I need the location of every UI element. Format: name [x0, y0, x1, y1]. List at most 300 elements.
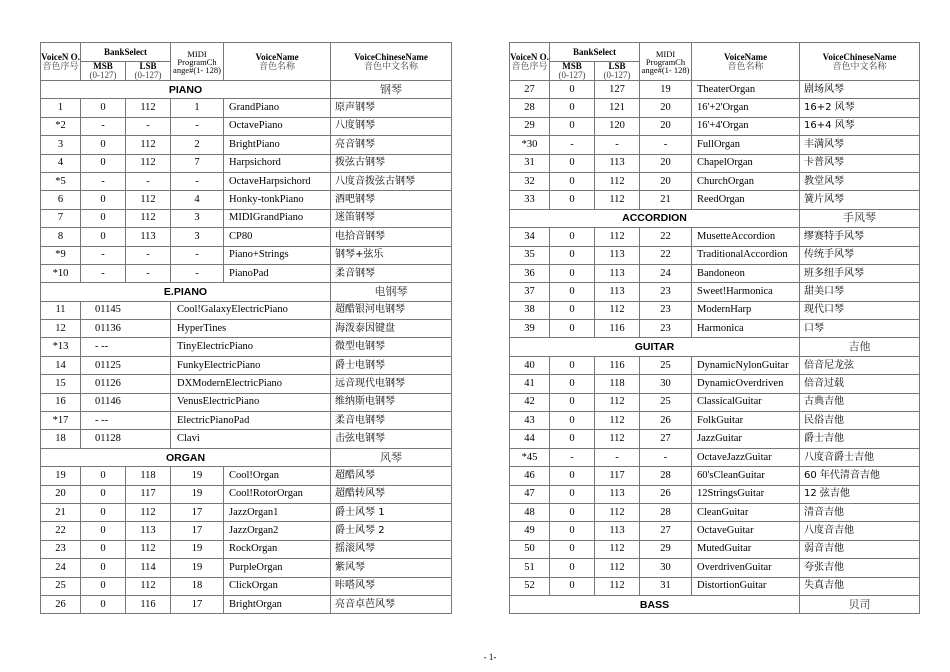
voice-number: 37 — [510, 283, 550, 301]
program-change: 3 — [171, 209, 224, 227]
section-title-chinese: 钢琴 — [331, 81, 452, 99]
voice-name: FunkyElectricPiano — [171, 356, 331, 374]
voice-number: 41 — [510, 375, 550, 393]
lsb-value: 120 — [595, 117, 640, 135]
program-change: 26 — [640, 412, 692, 430]
voice-name: FolkGuitar — [692, 412, 800, 430]
lsb-value: 112 — [595, 540, 640, 558]
voice-row — [41, 485, 452, 503]
voice-number: 27 — [510, 81, 550, 99]
voice-number: 31 — [510, 154, 550, 172]
program-change: 21 — [640, 191, 692, 209]
voice-chinese-name: 爵士电钢琴 — [331, 356, 452, 374]
msb-value: - — [81, 117, 126, 135]
voice-row — [510, 172, 920, 190]
voice-name: 16'+2'Organ — [692, 99, 800, 117]
voice-row — [510, 559, 920, 577]
lsb-value: 112 — [595, 412, 640, 430]
voice-number: 32 — [510, 172, 550, 190]
program-change: 22 — [640, 246, 692, 264]
voice-row — [510, 375, 920, 393]
voice-chinese-name: 民俗吉他 — [800, 412, 920, 430]
voice-number: 22 — [41, 522, 81, 540]
lsb-header: LSB (0-127) — [126, 62, 171, 81]
program-change: 27 — [640, 430, 692, 448]
msb-value: 0 — [81, 485, 126, 503]
voice-chinese-name: 维纳斯电钢琴 — [331, 393, 452, 411]
section-title-chinese: 吉他 — [800, 338, 920, 356]
msb-value: 0 — [81, 209, 126, 227]
voice-name: Honky-tonkPiano — [224, 191, 331, 209]
voice-row — [510, 99, 920, 117]
voice-name: BrightOrgan — [224, 595, 331, 613]
voice-row — [41, 320, 452, 338]
msb-value: 0 — [550, 485, 595, 503]
program-change: 23 — [640, 320, 692, 338]
voice-number: 35 — [510, 246, 550, 264]
msb-value: 0 — [550, 540, 595, 558]
section-title-chinese: 贝司 — [800, 595, 920, 613]
msb-value: - — [81, 172, 126, 190]
voice-number: 14 — [41, 356, 81, 374]
section-header-row — [41, 448, 452, 466]
msb-value: 0 — [81, 191, 126, 209]
voice-number: 52 — [510, 577, 550, 595]
lsb-value: 117 — [126, 485, 171, 503]
voice-name: OctavePiano — [224, 117, 331, 135]
voice-row — [41, 522, 452, 540]
program-change: 25 — [640, 356, 692, 374]
program-change: 17 — [171, 595, 224, 613]
voice-name: 16'+4'Organ — [692, 117, 800, 135]
program-change: 20 — [640, 117, 692, 135]
lsb-value: 116 — [595, 320, 640, 338]
lsb-value: 112 — [595, 393, 640, 411]
msb-value: 0 — [550, 320, 595, 338]
table-header-row — [41, 43, 452, 62]
lsb-value: 116 — [595, 356, 640, 374]
section-title-chinese: 风琴 — [331, 448, 452, 466]
voice-name: PurpleOrgan — [224, 559, 331, 577]
program-change: 30 — [640, 375, 692, 393]
voice-chinese-name: 八度音爵士吉他 — [800, 448, 920, 466]
bank-select-header: BankSelect — [550, 43, 640, 62]
voice-chinese-name: 古典吉他 — [800, 393, 920, 411]
voice-table-right-body — [510, 81, 920, 614]
voice-name: OctaveGuitar — [692, 522, 800, 540]
voice-chinese-name: 教堂风琴 — [800, 172, 920, 190]
voice-chinese-name: 八度音拨弦古钢琴 — [331, 172, 452, 190]
voice-number: 6 — [41, 191, 81, 209]
voice-chinese-name: 夸张吉他 — [800, 559, 920, 577]
voice-name: ReedOrgan — [692, 191, 800, 209]
section-title: GUITAR — [510, 338, 800, 356]
section-header-row — [41, 283, 452, 301]
voice-row — [41, 577, 452, 595]
voice-name: TheaterOrgan — [692, 81, 800, 99]
voice-chinese-name-header: VoiceChineseName 音色中文名称 — [331, 43, 452, 81]
msb-value: 0 — [550, 99, 595, 117]
voice-number: *10 — [41, 264, 81, 282]
voice-table-left-body — [41, 81, 452, 614]
voice-no-header: VoiceN O. 音色序号 — [510, 43, 550, 81]
voice-number: 4 — [41, 154, 81, 172]
voice-chinese-name: 酒吧钢琴 — [331, 191, 452, 209]
program-change: 28 — [640, 503, 692, 521]
voice-row — [41, 191, 452, 209]
voice-number: 38 — [510, 301, 550, 319]
voice-row — [510, 485, 920, 503]
msb-value: 0 — [550, 503, 595, 521]
msb-value: 0 — [81, 154, 126, 172]
voice-chinese-name: 失真吉他 — [800, 577, 920, 595]
bank-program-value: - -- — [81, 338, 171, 356]
voice-chinese-name: 微型电钢琴 — [331, 338, 452, 356]
lsb-value: 112 — [126, 577, 171, 595]
voice-row — [41, 503, 452, 521]
voice-number: 7 — [41, 209, 81, 227]
table-header-row — [510, 43, 920, 62]
program-change: 3 — [171, 228, 224, 246]
voice-name: DynamicNylonGuitar — [692, 356, 800, 374]
msb-header: MSB (0-127) — [550, 62, 595, 81]
program-change: 17 — [171, 522, 224, 540]
program-change: 23 — [640, 283, 692, 301]
voice-name: DistortionGuitar — [692, 577, 800, 595]
msb-value: 0 — [81, 99, 126, 117]
voice-chinese-name: 紫风琴 — [331, 559, 452, 577]
voice-name: Cool!Organ — [224, 467, 331, 485]
voice-chinese-name: 柔音钢琴 — [331, 264, 452, 282]
voice-number: *9 — [41, 246, 81, 264]
voice-number: 49 — [510, 522, 550, 540]
lsb-value: 112 — [595, 301, 640, 319]
voice-name: GrandPiano — [224, 99, 331, 117]
voice-chinese-name: 原声钢琴 — [331, 99, 452, 117]
bank-program-value: - -- — [81, 412, 171, 430]
voice-chinese-name: 甜美口琴 — [800, 283, 920, 301]
voice-row — [510, 503, 920, 521]
voice-name: CP80 — [224, 228, 331, 246]
voice-name: OctaveJazzGuitar — [692, 448, 800, 466]
msb-value: - — [81, 246, 126, 264]
voice-name: MutedGuitar — [692, 540, 800, 558]
voice-name: 60'sCleanGuitar — [692, 467, 800, 485]
program-change: - — [171, 246, 224, 264]
voice-chinese-name: 超酷银河电钢琴 — [331, 301, 452, 319]
msb-value: 0 — [550, 154, 595, 172]
voice-number: 26 — [41, 595, 81, 613]
voice-row — [41, 301, 452, 319]
voice-number: 36 — [510, 264, 550, 282]
voice-chinese-name: 电拾音钢琴 — [331, 228, 452, 246]
lsb-header: LSB (0-127) — [595, 62, 640, 81]
voice-chinese-name: 弱音吉他 — [800, 540, 920, 558]
voice-name: RockOrgan — [224, 540, 331, 558]
msb-value: 0 — [550, 264, 595, 282]
page-number: - 1- — [483, 652, 497, 662]
voice-row — [41, 246, 452, 264]
voice-chinese-name: 钢琴+弦乐 — [331, 246, 452, 264]
voice-chinese-name: 12 弦吉他 — [800, 485, 920, 503]
voice-row — [510, 412, 920, 430]
voice-number: *45 — [510, 448, 550, 466]
program-change: 20 — [640, 154, 692, 172]
voice-table-right — [509, 42, 920, 614]
voice-number: 43 — [510, 412, 550, 430]
msb-value: 0 — [550, 246, 595, 264]
msb-value: 0 — [81, 577, 126, 595]
voice-number: 40 — [510, 356, 550, 374]
lsb-value: 112 — [595, 191, 640, 209]
bank-select-header: BankSelect — [81, 43, 171, 62]
voice-number: 47 — [510, 485, 550, 503]
lsb-value: - — [126, 246, 171, 264]
lsb-value: - — [595, 448, 640, 466]
voice-row — [510, 264, 920, 282]
program-change: - — [640, 136, 692, 154]
msb-value: 0 — [550, 301, 595, 319]
voice-number: *5 — [41, 172, 81, 190]
program-change: - — [171, 117, 224, 135]
voice-row — [510, 540, 920, 558]
voice-number: 16 — [41, 393, 81, 411]
voice-name: PianoPad — [224, 264, 331, 282]
voice-number: *17 — [41, 412, 81, 430]
lsb-value: 112 — [595, 559, 640, 577]
voice-name: Piano+Strings — [224, 246, 331, 264]
voice-chinese-name: 传统手风琴 — [800, 246, 920, 264]
voice-chinese-name: 倍音过载 — [800, 375, 920, 393]
voice-chinese-name: 丰满风琴 — [800, 136, 920, 154]
lsb-value: - — [126, 264, 171, 282]
voice-chinese-name: 海泼泰因键盘 — [331, 320, 452, 338]
voice-row — [510, 154, 920, 172]
voice-row — [41, 117, 452, 135]
program-change: 19 — [171, 559, 224, 577]
voice-row — [41, 412, 452, 430]
voice-row — [510, 191, 920, 209]
voice-name: CleanGuitar — [692, 503, 800, 521]
msb-value: 0 — [550, 117, 595, 135]
voice-name: VenusElectricPiano — [171, 393, 331, 411]
voice-row — [510, 81, 920, 99]
section-header-row — [41, 81, 452, 99]
voice-number: 28 — [510, 99, 550, 117]
section-title: ACCORDION — [510, 209, 800, 227]
msb-value: 0 — [550, 430, 595, 448]
program-change: 25 — [640, 393, 692, 411]
msb-value: 0 — [550, 191, 595, 209]
msb-value: - — [81, 264, 126, 282]
section-title: ORGAN — [41, 448, 331, 466]
voice-chinese-name: 摇滚风琴 — [331, 540, 452, 558]
lsb-value: 121 — [595, 99, 640, 117]
voice-row — [41, 154, 452, 172]
voice-number: 19 — [41, 467, 81, 485]
msb-value: 0 — [550, 356, 595, 374]
lsb-value: 113 — [595, 264, 640, 282]
voice-number: 25 — [41, 577, 81, 595]
voice-row — [510, 283, 920, 301]
voice-name: ClickOrgan — [224, 577, 331, 595]
voice-chinese-name: 柔音电钢琴 — [331, 412, 452, 430]
lsb-value: 118 — [595, 375, 640, 393]
lsb-value: 112 — [595, 430, 640, 448]
voice-row — [510, 356, 920, 374]
voice-name: Bandoneon — [692, 264, 800, 282]
voice-chinese-name: 倍音尼龙弦 — [800, 356, 920, 374]
voice-row — [510, 136, 920, 154]
lsb-value: 112 — [126, 191, 171, 209]
section-header-row — [510, 209, 920, 227]
voice-chinese-name: 超酷转风琴 — [331, 485, 452, 503]
voice-number: 39 — [510, 320, 550, 338]
program-change: 26 — [640, 485, 692, 503]
lsb-value: 114 — [126, 559, 171, 577]
lsb-value: 112 — [595, 172, 640, 190]
msb-value: 0 — [81, 136, 126, 154]
msb-value: 0 — [81, 503, 126, 521]
bank-program-value: 01145 — [81, 301, 171, 319]
msb-value: 0 — [550, 522, 595, 540]
lsb-value: 112 — [126, 209, 171, 227]
voice-name: MIDIGrandPiano — [224, 209, 331, 227]
lsb-value: 113 — [126, 228, 171, 246]
voice-name: Cool!RotorOrgan — [224, 485, 331, 503]
voice-name: BrightPiano — [224, 136, 331, 154]
msb-value: 0 — [550, 467, 595, 485]
voice-chinese-name: 爵士风琴 1 — [331, 503, 452, 521]
voice-number: 46 — [510, 467, 550, 485]
section-title: E.PIANO — [41, 283, 331, 301]
voice-name: FullOrgan — [692, 136, 800, 154]
voice-chinese-name: 剧场风琴 — [800, 81, 920, 99]
voice-row — [41, 228, 452, 246]
voice-number: *13 — [41, 338, 81, 356]
lsb-value: 113 — [595, 522, 640, 540]
voice-row — [510, 577, 920, 595]
voice-number: 29 — [510, 117, 550, 135]
lsb-value: 113 — [126, 522, 171, 540]
voice-row — [510, 393, 920, 411]
voice-number: 42 — [510, 393, 550, 411]
voice-name: MusetteAccordion — [692, 228, 800, 246]
voice-chinese-name: 口琴 — [800, 320, 920, 338]
lsb-value: 112 — [126, 136, 171, 154]
program-change: 19 — [171, 467, 224, 485]
voice-name: HyperTines — [171, 320, 331, 338]
bank-program-value: 01128 — [81, 430, 171, 448]
voice-number: 23 — [41, 540, 81, 558]
program-change: 7 — [171, 154, 224, 172]
program-change: 17 — [171, 503, 224, 521]
voice-row — [41, 338, 452, 356]
voice-chinese-name: 迷笛钢琴 — [331, 209, 452, 227]
voice-name: ChapelOrgan — [692, 154, 800, 172]
voice-number: 48 — [510, 503, 550, 521]
voice-name: ClassicalGuitar — [692, 393, 800, 411]
program-change: 27 — [640, 522, 692, 540]
program-change: 29 — [640, 540, 692, 558]
voice-row — [41, 99, 452, 117]
program-change: 19 — [171, 485, 224, 503]
voice-row — [510, 522, 920, 540]
program-change: 30 — [640, 559, 692, 577]
lsb-value: - — [126, 172, 171, 190]
voice-name: 12StringsGuitar — [692, 485, 800, 503]
voice-row — [41, 393, 452, 411]
lsb-value: 112 — [126, 99, 171, 117]
voice-name-header: VoiceName 音色名称 — [692, 43, 800, 81]
voice-number: *30 — [510, 136, 550, 154]
voice-chinese-name: 爵士吉他 — [800, 430, 920, 448]
lsb-value: 113 — [595, 246, 640, 264]
voice-number: 12 — [41, 320, 81, 338]
voice-row — [510, 301, 920, 319]
voice-name-header: VoiceName 音色名称 — [224, 43, 331, 81]
voice-row — [41, 172, 452, 190]
voice-row — [510, 430, 920, 448]
msb-value: - — [550, 136, 595, 154]
program-change: 19 — [171, 540, 224, 558]
msb-header: MSB (0-127) — [81, 62, 126, 81]
midi-program-header: MIDI ProgramCh ange#(1- 128) — [171, 43, 224, 81]
msb-value: 0 — [550, 81, 595, 99]
program-change: 20 — [640, 172, 692, 190]
voice-chinese-name: 远音现代电钢琴 — [331, 375, 452, 393]
lsb-value: - — [126, 117, 171, 135]
program-change: 28 — [640, 467, 692, 485]
msb-value: 0 — [81, 595, 126, 613]
voice-row — [41, 264, 452, 282]
voice-row — [41, 136, 452, 154]
voice-number: 21 — [41, 503, 81, 521]
voice-chinese-name: 缪赛特手风琴 — [800, 228, 920, 246]
voice-chinese-name: 拨弦古钢琴 — [331, 154, 452, 172]
voice-name: DXModernElectricPiano — [171, 375, 331, 393]
voice-number: 20 — [41, 485, 81, 503]
voice-chinese-name: 清音吉他 — [800, 503, 920, 521]
section-header-row — [510, 595, 920, 613]
voice-chinese-name: 八度音吉他 — [800, 522, 920, 540]
lsb-value: 112 — [595, 503, 640, 521]
msb-value: 0 — [550, 172, 595, 190]
voice-chinese-name: 班多纽手风琴 — [800, 264, 920, 282]
voice-chinese-name: 16+4 风琴 — [800, 117, 920, 135]
msb-value: 0 — [550, 393, 595, 411]
voice-name: Harpsichord — [224, 154, 331, 172]
voice-table-left — [40, 42, 452, 614]
voice-row — [510, 228, 920, 246]
voice-chinese-name: 现代口琴 — [800, 301, 920, 319]
program-change: 19 — [640, 81, 692, 99]
lsb-value: 127 — [595, 81, 640, 99]
voice-name: OctaveHarpsichord — [224, 172, 331, 190]
voice-name: JazzOrgan1 — [224, 503, 331, 521]
lsb-value: 113 — [595, 283, 640, 301]
msb-value: 0 — [550, 228, 595, 246]
voice-row — [41, 467, 452, 485]
voice-row — [41, 559, 452, 577]
lsb-value: 113 — [595, 154, 640, 172]
voice-number: 11 — [41, 301, 81, 319]
msb-value: 0 — [550, 283, 595, 301]
voice-number: 33 — [510, 191, 550, 209]
voice-number: 34 — [510, 228, 550, 246]
lsb-value: 117 — [595, 467, 640, 485]
program-change: 24 — [640, 264, 692, 282]
